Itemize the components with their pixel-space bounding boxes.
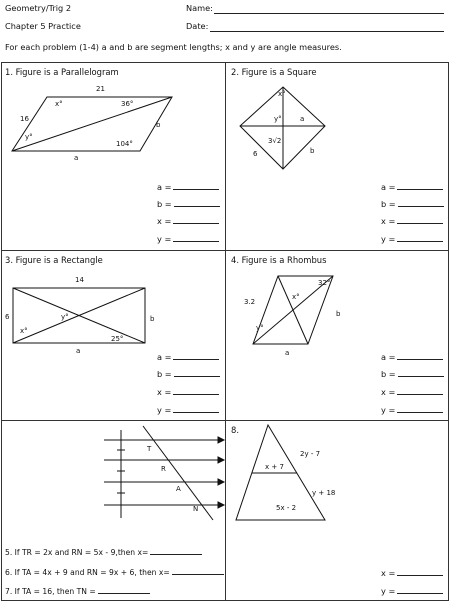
p4-answer-y[interactable]: y = xyxy=(381,404,443,415)
p4-label-y: y° xyxy=(256,324,264,332)
p1-label-x: x° xyxy=(55,100,63,108)
date-label: Date: xyxy=(186,21,209,31)
problem-2-title: 2. Figure is a Square xyxy=(231,67,317,77)
p4-answer-a[interactable]: a = xyxy=(381,351,443,362)
p4-answer-x[interactable]: x = xyxy=(381,386,443,397)
p3-answer-y[interactable]: y = xyxy=(157,404,219,415)
p2-answer-a[interactable]: a = xyxy=(381,181,443,192)
question-7[interactable]: 7. If TA = 16, then TN = xyxy=(5,585,150,596)
course-title: Geometry/Trig 2 xyxy=(5,3,72,13)
p3-label-x: x° xyxy=(20,327,28,335)
problem-8-title: 8. xyxy=(231,425,239,435)
p4-label-a: a xyxy=(285,349,290,357)
instructions: For each problem (1-4) a and b are segment lengths; x and y are angle measures. xyxy=(5,42,342,52)
p1-label-y: y° xyxy=(25,133,33,141)
p3-answer-b[interactable]: b = xyxy=(157,368,220,379)
p2-answer-y[interactable]: y = xyxy=(381,233,443,244)
p1-label-a: a xyxy=(74,154,79,162)
p4-label-b: b xyxy=(336,310,341,318)
question-6[interactable]: 6. If TA = 4x + 9 and RN = 9x + 6, then x= xyxy=(5,566,224,577)
p4-label-32: 32° xyxy=(318,279,331,287)
p2-answer-b[interactable]: b = xyxy=(381,198,444,209)
p3-label-y: y° xyxy=(61,313,69,321)
p5-label-A: A xyxy=(176,485,181,493)
p2-label-6: 6 xyxy=(253,150,258,158)
p8-label-right: y + 18 xyxy=(312,489,336,497)
p3-label-left: 6 xyxy=(5,313,10,321)
p1-label-top: 21 xyxy=(96,85,105,93)
p4-label-x: x° xyxy=(292,293,300,301)
p1-answer-a[interactable]: a = xyxy=(157,181,219,192)
p4-label-left: 3.2 xyxy=(244,298,256,306)
p1-answer-y[interactable]: y = xyxy=(157,233,219,244)
p8-label-top: 2y - 7 xyxy=(300,450,321,458)
p2-label-x: x° xyxy=(278,90,286,98)
problem-4-title: 4. Figure is a Rhombus xyxy=(231,255,327,265)
p2-label-y: y° xyxy=(274,115,282,123)
problem-3-title: 3. Figure is a Rectangle xyxy=(5,255,103,265)
p5-label-N: N xyxy=(193,505,199,513)
question-5[interactable]: 5. If TR = 2x and RN = 5x - 9,then x= xyxy=(5,546,202,557)
p3-label-top: 14 xyxy=(75,276,84,284)
p5-label-T: T xyxy=(147,445,152,453)
p1-answer-x[interactable]: x = xyxy=(157,215,219,226)
p4-answer-b[interactable]: b = xyxy=(381,368,444,379)
p1-label-104: 104° xyxy=(116,140,133,148)
p1-answer-b[interactable]: b = xyxy=(157,198,220,209)
problem-1-title: 1. Figure is a Parallelogram xyxy=(5,67,119,77)
p2-label-b: b xyxy=(310,147,315,155)
p8-label-bottom: 5x - 2 xyxy=(276,504,297,512)
p1-label-b: b xyxy=(156,121,161,129)
p3-label-a: a xyxy=(76,347,81,355)
p1-label-36: 36° xyxy=(121,100,134,108)
p3-answer-x[interactable]: x = xyxy=(157,386,219,397)
p8-label-mid: x + 7 xyxy=(265,463,284,471)
p8-answer-y[interactable]: y = xyxy=(381,585,443,596)
p3-label-b: b xyxy=(150,315,155,323)
name-label: Name: xyxy=(186,3,213,13)
p2-answer-x[interactable]: x = xyxy=(381,215,443,226)
p1-label-left: 16 xyxy=(20,115,29,123)
chapter-title: Chapter 5 Practice xyxy=(5,21,81,31)
p3-answer-a[interactable]: a = xyxy=(157,351,219,362)
p3-label-25: 25° xyxy=(111,335,124,343)
p5-label-R: R xyxy=(161,465,166,473)
p2-label-a: a xyxy=(300,115,305,123)
p2-label-diag: 3√2 xyxy=(268,137,282,145)
p8-answer-x[interactable]: x = xyxy=(381,567,443,578)
